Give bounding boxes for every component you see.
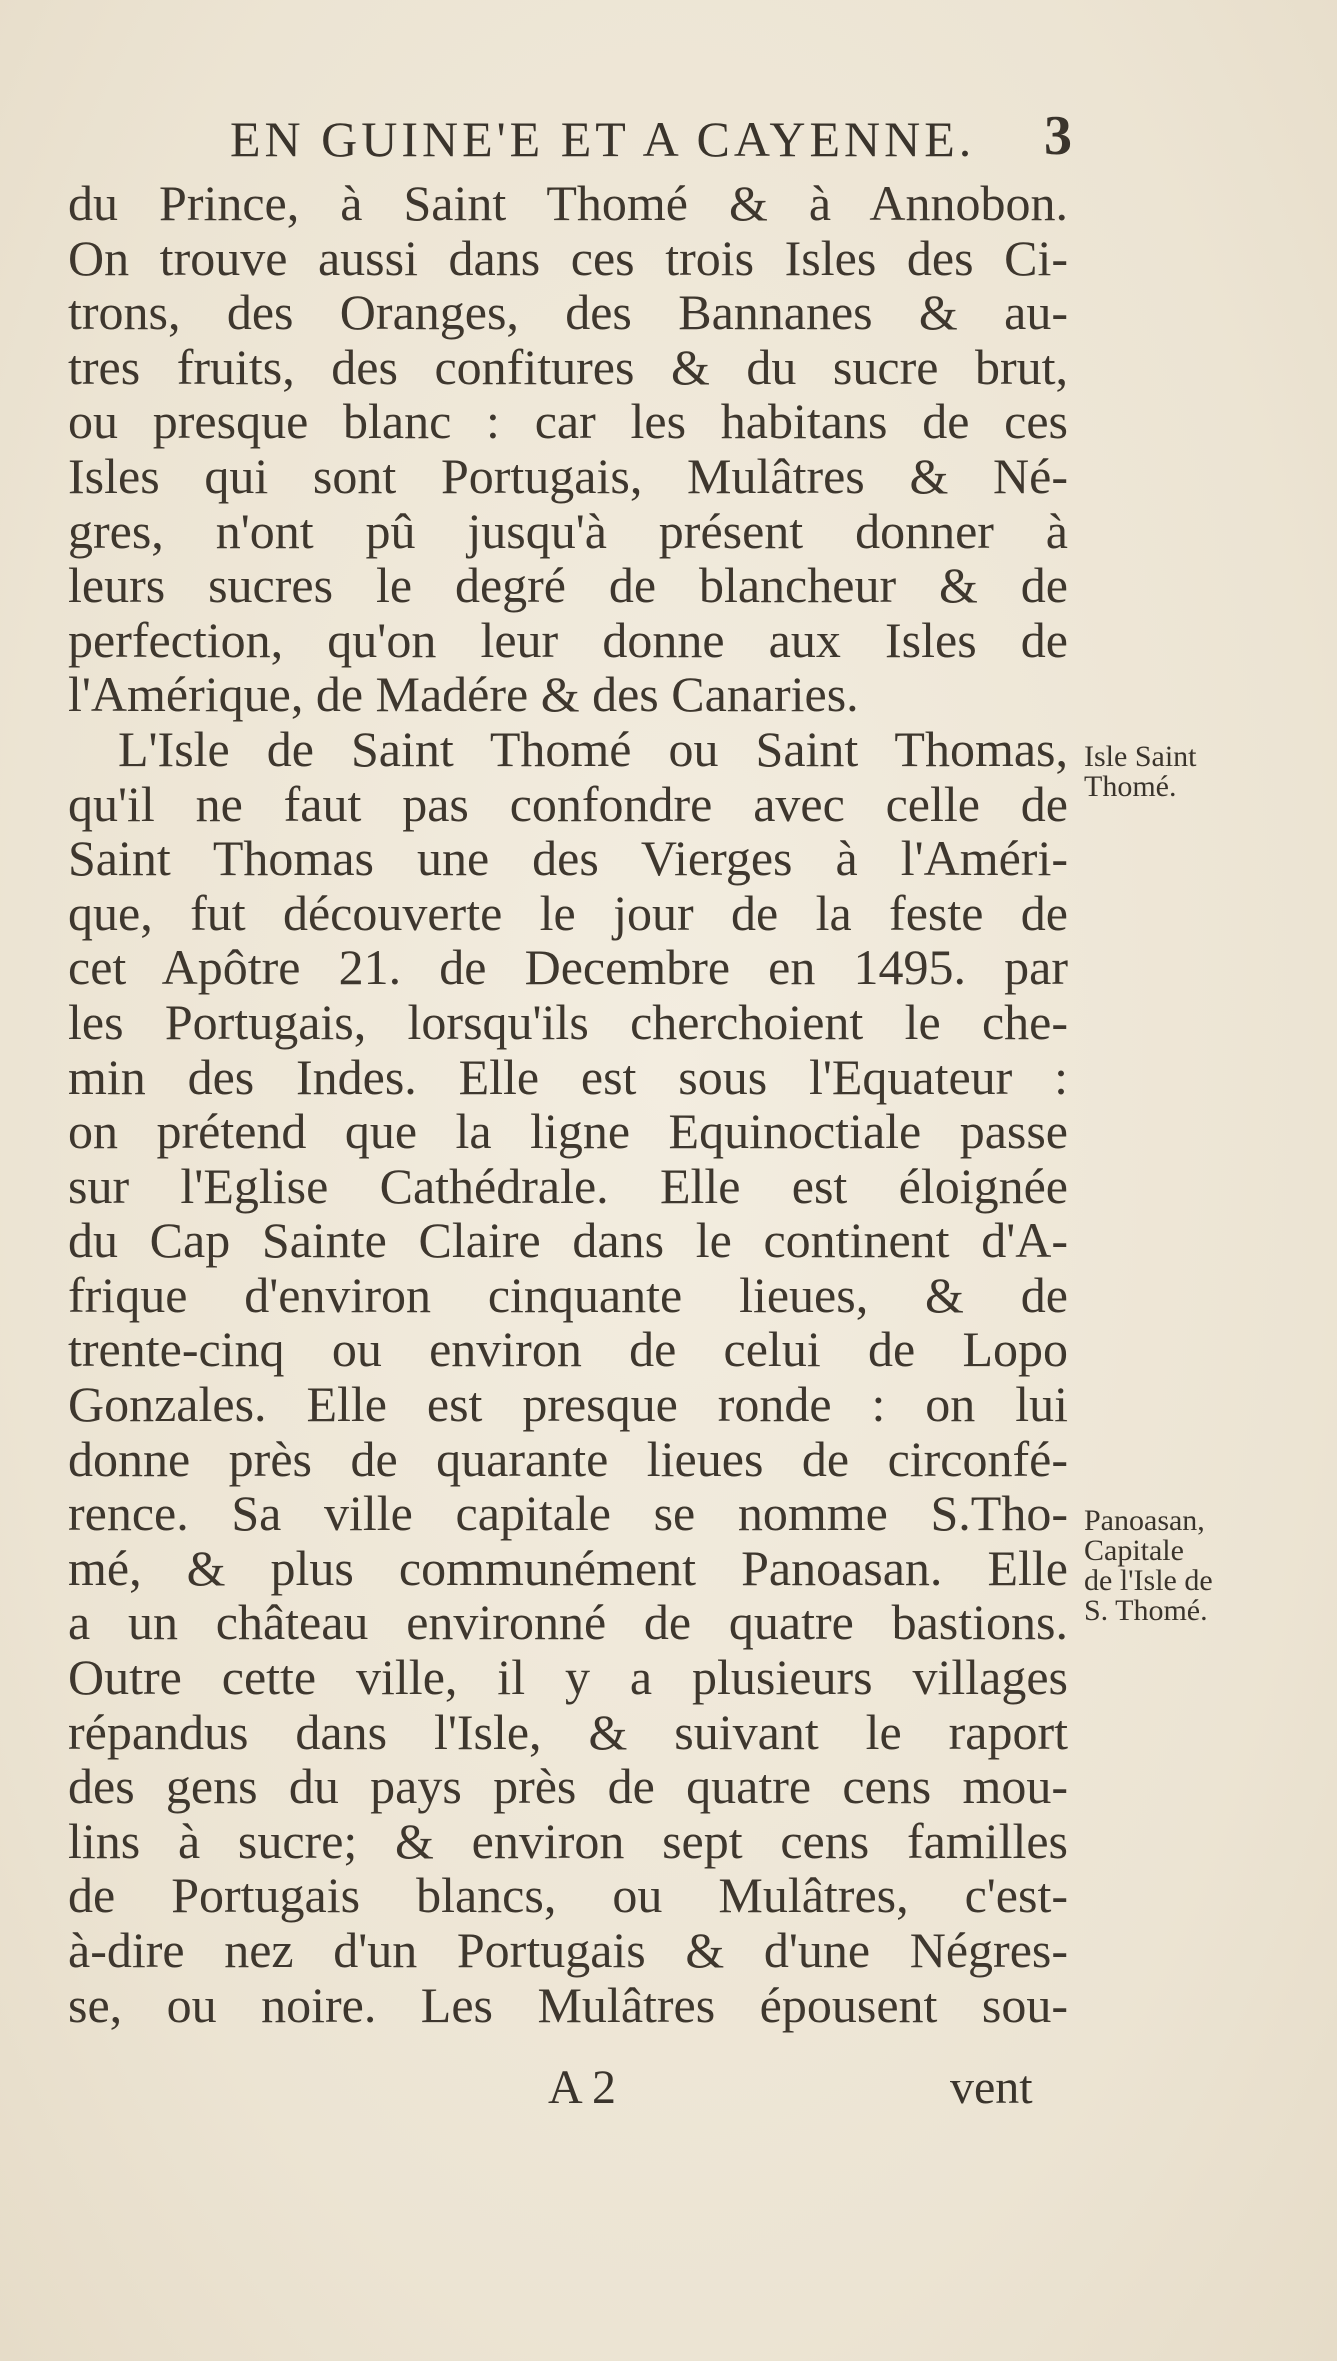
text-line: frique d'environ cinquante lieues, & de [68,1266,1068,1323]
text-line: rence. Sa ville capitale se nomme S.Tho- [68,1485,1068,1542]
page-number: 3 [1044,105,1072,167]
page-footer [0,2060,1337,2120]
text-line: ou presque blanc : car les habitans de ces [68,393,1068,450]
text-line: Isles qui sont Portugais, Mulâtres & Né- [68,447,1068,504]
margin-note-panoasan [1084,1506,1324,1626]
catchword: vent [950,2061,1033,2114]
margin-note-line: de l'Isle de [1084,1564,1213,1597]
text-line: tres fruits, des confitures & du sucre brut, [68,338,1068,395]
text-line: du Prince, à Saint Thomé & à Annobon. [68,175,1068,231]
text-line: lins à sucre; & environ sept cens familles [68,1812,1068,1869]
margin-note-line: Isle Saint [1084,740,1197,773]
running-title: EN GUINE'E ET A CAYENNE. [230,111,976,167]
text-line: On trouve aussi dans ces trois Isles des Ci- [68,229,1068,286]
text-line: de Portugais blancs, ou Mulâtres, c'est- [68,1867,1068,1924]
body-text [68,176,1068,2032]
margin-note-line: S. Thomé. [1084,1594,1208,1627]
text-line: l'Amérique, de Madére & des Canaries. [68,666,859,723]
text-line: du Cap Sainte Claire dans le continent d'A- [68,1212,1068,1269]
text-line: se, ou noire. Les Mulâtres épousent sou- [68,1976,1068,2033]
text-line: cet Apôtre 21. de Decembre en 1495. par [68,939,1068,996]
text-line: min des Indes. Elle est sous l'Equateur : [68,1048,1068,1105]
text-line: que, fut découverte le jour de la feste de [68,884,1068,941]
text-line: qu'il ne faut pas confondre avec celle de [68,775,1068,832]
margin-note-line: Panoasan, [1084,1504,1205,1537]
text-line: sur l'Eglise Cathédrale. Elle est éloignée [68,1157,1068,1214]
text-line: L'Isle de Saint Thomé ou Saint Thomas, [118,720,1068,777]
text-line: on prétend que la ligne Equinoctiale passe [68,1103,1068,1160]
margin-note-line: Capitale [1084,1534,1184,1567]
text-line: des gens du pays près de quatre cens mou- [68,1758,1068,1815]
text-line: perfection, qu'on leur donne aux Isles de [68,611,1068,668]
text-line: trente-cinq ou environ de celui de Lopo [68,1321,1068,1378]
text-line: les Portugais, lorsqu'ils cherchoient le che- [68,993,1068,1050]
text-line: donne près de quarante lieues de circonfé- [68,1430,1068,1487]
text-line: Gonzales. Elle est presque ronde : on lui [68,1376,1068,1433]
margin-note-isle-saint-thome [1084,742,1324,802]
text-line: trons, des Oranges, des Bannanes & au- [68,284,1068,341]
signature-mark: A 2 [548,2061,617,2114]
text-line: Outre cette ville, il y a plusieurs villages [68,1649,1068,1706]
text-line: Saint Thomas une des Vierges à l'Améri- [68,830,1068,887]
text-line: gres, n'ont pû jusqu'à présent donner à [68,502,1068,559]
text-line: mé, & plus communément Panoasan. Elle [68,1539,1068,1596]
running-head [0,105,1337,170]
text-line: répandus dans l'Isle, & suivant le raport [68,1703,1068,1760]
text-line: a un château environné de quatre bastions. [68,1594,1068,1651]
margin-note-line: Thomé. [1084,770,1177,803]
text-line: leurs sucres le degré de blancheur & de [68,557,1068,614]
text-line: à-dire nez d'un Portugais & d'une Négres- [68,1922,1068,1978]
